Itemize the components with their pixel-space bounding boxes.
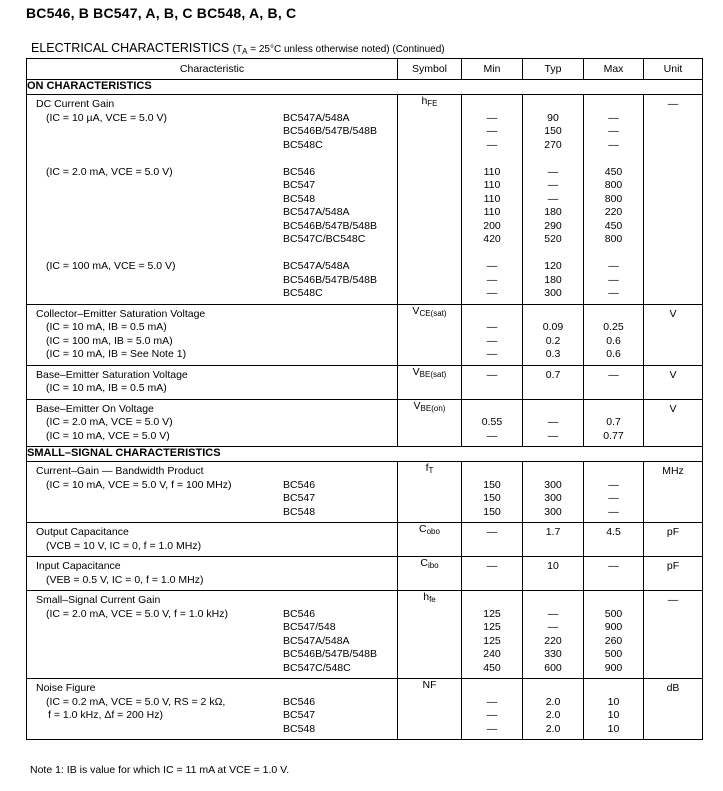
col-unit: Unit [644, 59, 703, 80]
electrical-characteristics-table [26, 58, 703, 740]
symbol-cobo: $C_{obo}$ [398, 523, 462, 557]
device: BC546B/547B/548B [283, 273, 377, 286]
device: BC547C/BC548C [283, 233, 366, 245]
param-name: Input Capacitance [36, 560, 121, 572]
section-heading: ELECTRICAL CHARACTERISTICS [31, 41, 230, 55]
vce-sat-row: Collector–Emitter Saturation Voltage (IC = 10 mA, IB = 0.5 mA) (IC = 100 mA, IB = 5.0 mA) (IC = 10 mA, IB = See Note 1) $V_{CE(sat)}$ — — — 0.09 0.2 0.3 0.25 0.6 0.6 V [27, 304, 703, 365]
param-name: Current–Gain — Bandwidth Product [36, 465, 204, 477]
device: BC546B/547B/548B [283, 125, 377, 137]
param-condition: (IC = 10 mA, VCE = 5.0 V) [46, 429, 170, 442]
device: BC548 [283, 505, 316, 518]
max-values: — — — 450 800 800 220 450 800 — — — [584, 95, 644, 305]
device: BC547 [283, 709, 316, 721]
typ-values: 90 150 270 — — — 180 290 520 120 180 300 [523, 95, 584, 305]
device: BC546B/547B/548B [283, 648, 377, 660]
param-condition: (IC = 2.0 mA, VCE = 5.0 V) [46, 416, 173, 428]
device: BC546 [283, 165, 316, 178]
cobo-row: Output Capacitance (VCB = 10 V, IC = 0, f = 1.0 MHz) $C_{obo}$ — 1.7 4.5 pF [27, 523, 703, 557]
min-values: — — — 110 110 110 110 200 420 — — — [462, 95, 523, 305]
symbol-vbe-on: $V_{BE(on)}$ [398, 399, 462, 447]
param-condition: (IC = 100 mA, VCE = 5.0 V) [46, 260, 176, 272]
ft-row: Current–Gain — Bandwidth Product (IC = 10 mA, VCE = 5.0 V, f = 100 MHz) BC546 BC547 BC548 $f_T$ 150 150 150 300 300 300 — — — MHz [27, 462, 703, 523]
col-characteristic: Characteristic [27, 59, 398, 80]
device: BC547A/548A [283, 111, 350, 124]
dc-current-gain-row [27, 95, 703, 305]
col-typ: Typ [523, 59, 584, 80]
device: BC548 [283, 722, 316, 735]
symbol-hfe: $h_{FE}$ [398, 95, 462, 305]
col-min: Min [462, 59, 523, 80]
param-name: Collector–Emitter Saturation Voltage [36, 307, 206, 320]
noise-figure-row: Noise Figure (IC = 0.2 mA, VCE = 5.0 V, RS = 2 kΩ, f = 1.0 kHz, Δf = 200 Hz) BC546 BC547 BC548 NF — — — 2.0 2.0 2.0 10 10 10 dB [27, 679, 703, 740]
cibo-row: Input Capacitance (VEB = 0.5 V, IC = 0, f = 1.0 MHz) $C_{ibo}$ — 10 — pF [27, 557, 703, 591]
device: BC546B/547B/548B [283, 219, 377, 232]
page-title: BC546, B BC547, A, B, C BC548, A, B, C [26, 5, 297, 21]
param-condition: (VCB = 10 V, IC = 0, f = 1.0 MHz) [46, 539, 202, 552]
col-symbol: Symbol [398, 59, 462, 80]
symbol-nf: NF [398, 679, 462, 740]
device: BC548 [283, 192, 316, 205]
vbe-sat-row: Base–Emitter Saturation Voltage (IC = 10 mA, IB = 0.5 mA) $V_{BE(sat)}$ — 0.7 — V [27, 365, 703, 399]
param-condition: (IC = 100 mA, IB = 5.0 mA) [46, 334, 173, 347]
device: BC547A/548A [283, 634, 350, 647]
device: BC548C [283, 138, 323, 151]
param-condition: (IC = 2.0 mA, VCE = 5.0 V, f = 1.0 kHz) [46, 607, 228, 620]
device: BC548C [283, 287, 323, 299]
on-characteristics-heading: ON CHARACTERISTICS [27, 80, 703, 95]
small-signal-heading: SMALL–SIGNAL CHARACTERISTICS [27, 447, 703, 462]
symbol-cibo: $C_{ibo}$ [398, 557, 462, 591]
hfe-small-row: Small–Signal Current Gain (IC = 2.0 mA, VCE = 5.0 V, f = 1.0 kHz) BC546 BC547/548 BC547A/548A BC546B/547B/548B BC547C/548C $h_{fe}$ 125 125 125 240 450 — — 220 330 600 500 900 260 500 900 — [27, 591, 703, 679]
device: BC547 [283, 179, 316, 191]
symbol-vce-sat: $V_{CE(sat)}$ [398, 304, 462, 365]
param-condition: (IC = 10 mA, VCE = 5.0 V, f = 100 MHz) [46, 478, 232, 491]
symbol-vbe-sat: $V_{BE(sat)}$ [398, 365, 462, 399]
device: BC547/548 [283, 621, 336, 633]
param-name: Output Capacitance [36, 526, 129, 538]
param-condition: (IC = 10 mA, IB = 0.5 mA) [46, 321, 167, 333]
footnote: Note 1: IB is value for which IC = 11 mA at VCE = 1.0 V. [30, 764, 290, 776]
device: BC546 [283, 607, 316, 620]
param-name: DC Current Gain [36, 98, 115, 110]
symbol-ft: $f_T$ [398, 462, 462, 523]
param-condition: f = 1.0 kHz, Δf = 200 Hz) [48, 709, 163, 721]
device: BC546 [283, 695, 316, 708]
device: BC547A/548A [283, 206, 350, 218]
device: BC547C/548C [283, 661, 351, 674]
device: BC547 [283, 492, 316, 504]
device: BC546 [283, 478, 316, 491]
symbol-hfe-small: $h_{fe}$ [398, 591, 462, 679]
param-condition: (IC = 10 mA, IB = 0.5 mA) [46, 382, 167, 394]
param-condition: (IC = 10 mA, IB = See Note 1) [46, 348, 187, 360]
vbe-on-row: Base–Emitter On Voltage (IC = 2.0 mA, VCE = 5.0 V) (IC = 10 mA, VCE = 5.0 V) $V_{BE(on)}$ 0.55 — — — 0.7 0.77 V [27, 399, 703, 447]
param-name: Base–Emitter Saturation Voltage [36, 368, 188, 381]
param-condition: (IC = 0.2 mA, VCE = 5.0 V, RS = 2 kΩ, [46, 695, 226, 708]
table-header-row [27, 59, 703, 80]
section-condition: ($T_A = 25^\circ C$ unless otherwise noted) (Continued) [232, 44, 445, 56]
param-condition: (VEB = 0.5 V, IC = 0, f = 1.0 MHz) [46, 573, 204, 586]
unit: — [644, 95, 703, 305]
param-condition: (IC = 2.0 mA, VCE = 5.0 V) [46, 165, 173, 178]
param-condition: (IC = 10 µA, VCE = 5.0 V) [46, 111, 168, 124]
param-name: Noise Figure [36, 682, 96, 694]
param-name: Base–Emitter On Voltage [36, 402, 154, 415]
section-title [31, 41, 445, 55]
col-max: Max [584, 59, 644, 80]
device: BC547A/548A [283, 260, 350, 272]
param-name: Small–Signal Current Gain [36, 594, 161, 606]
